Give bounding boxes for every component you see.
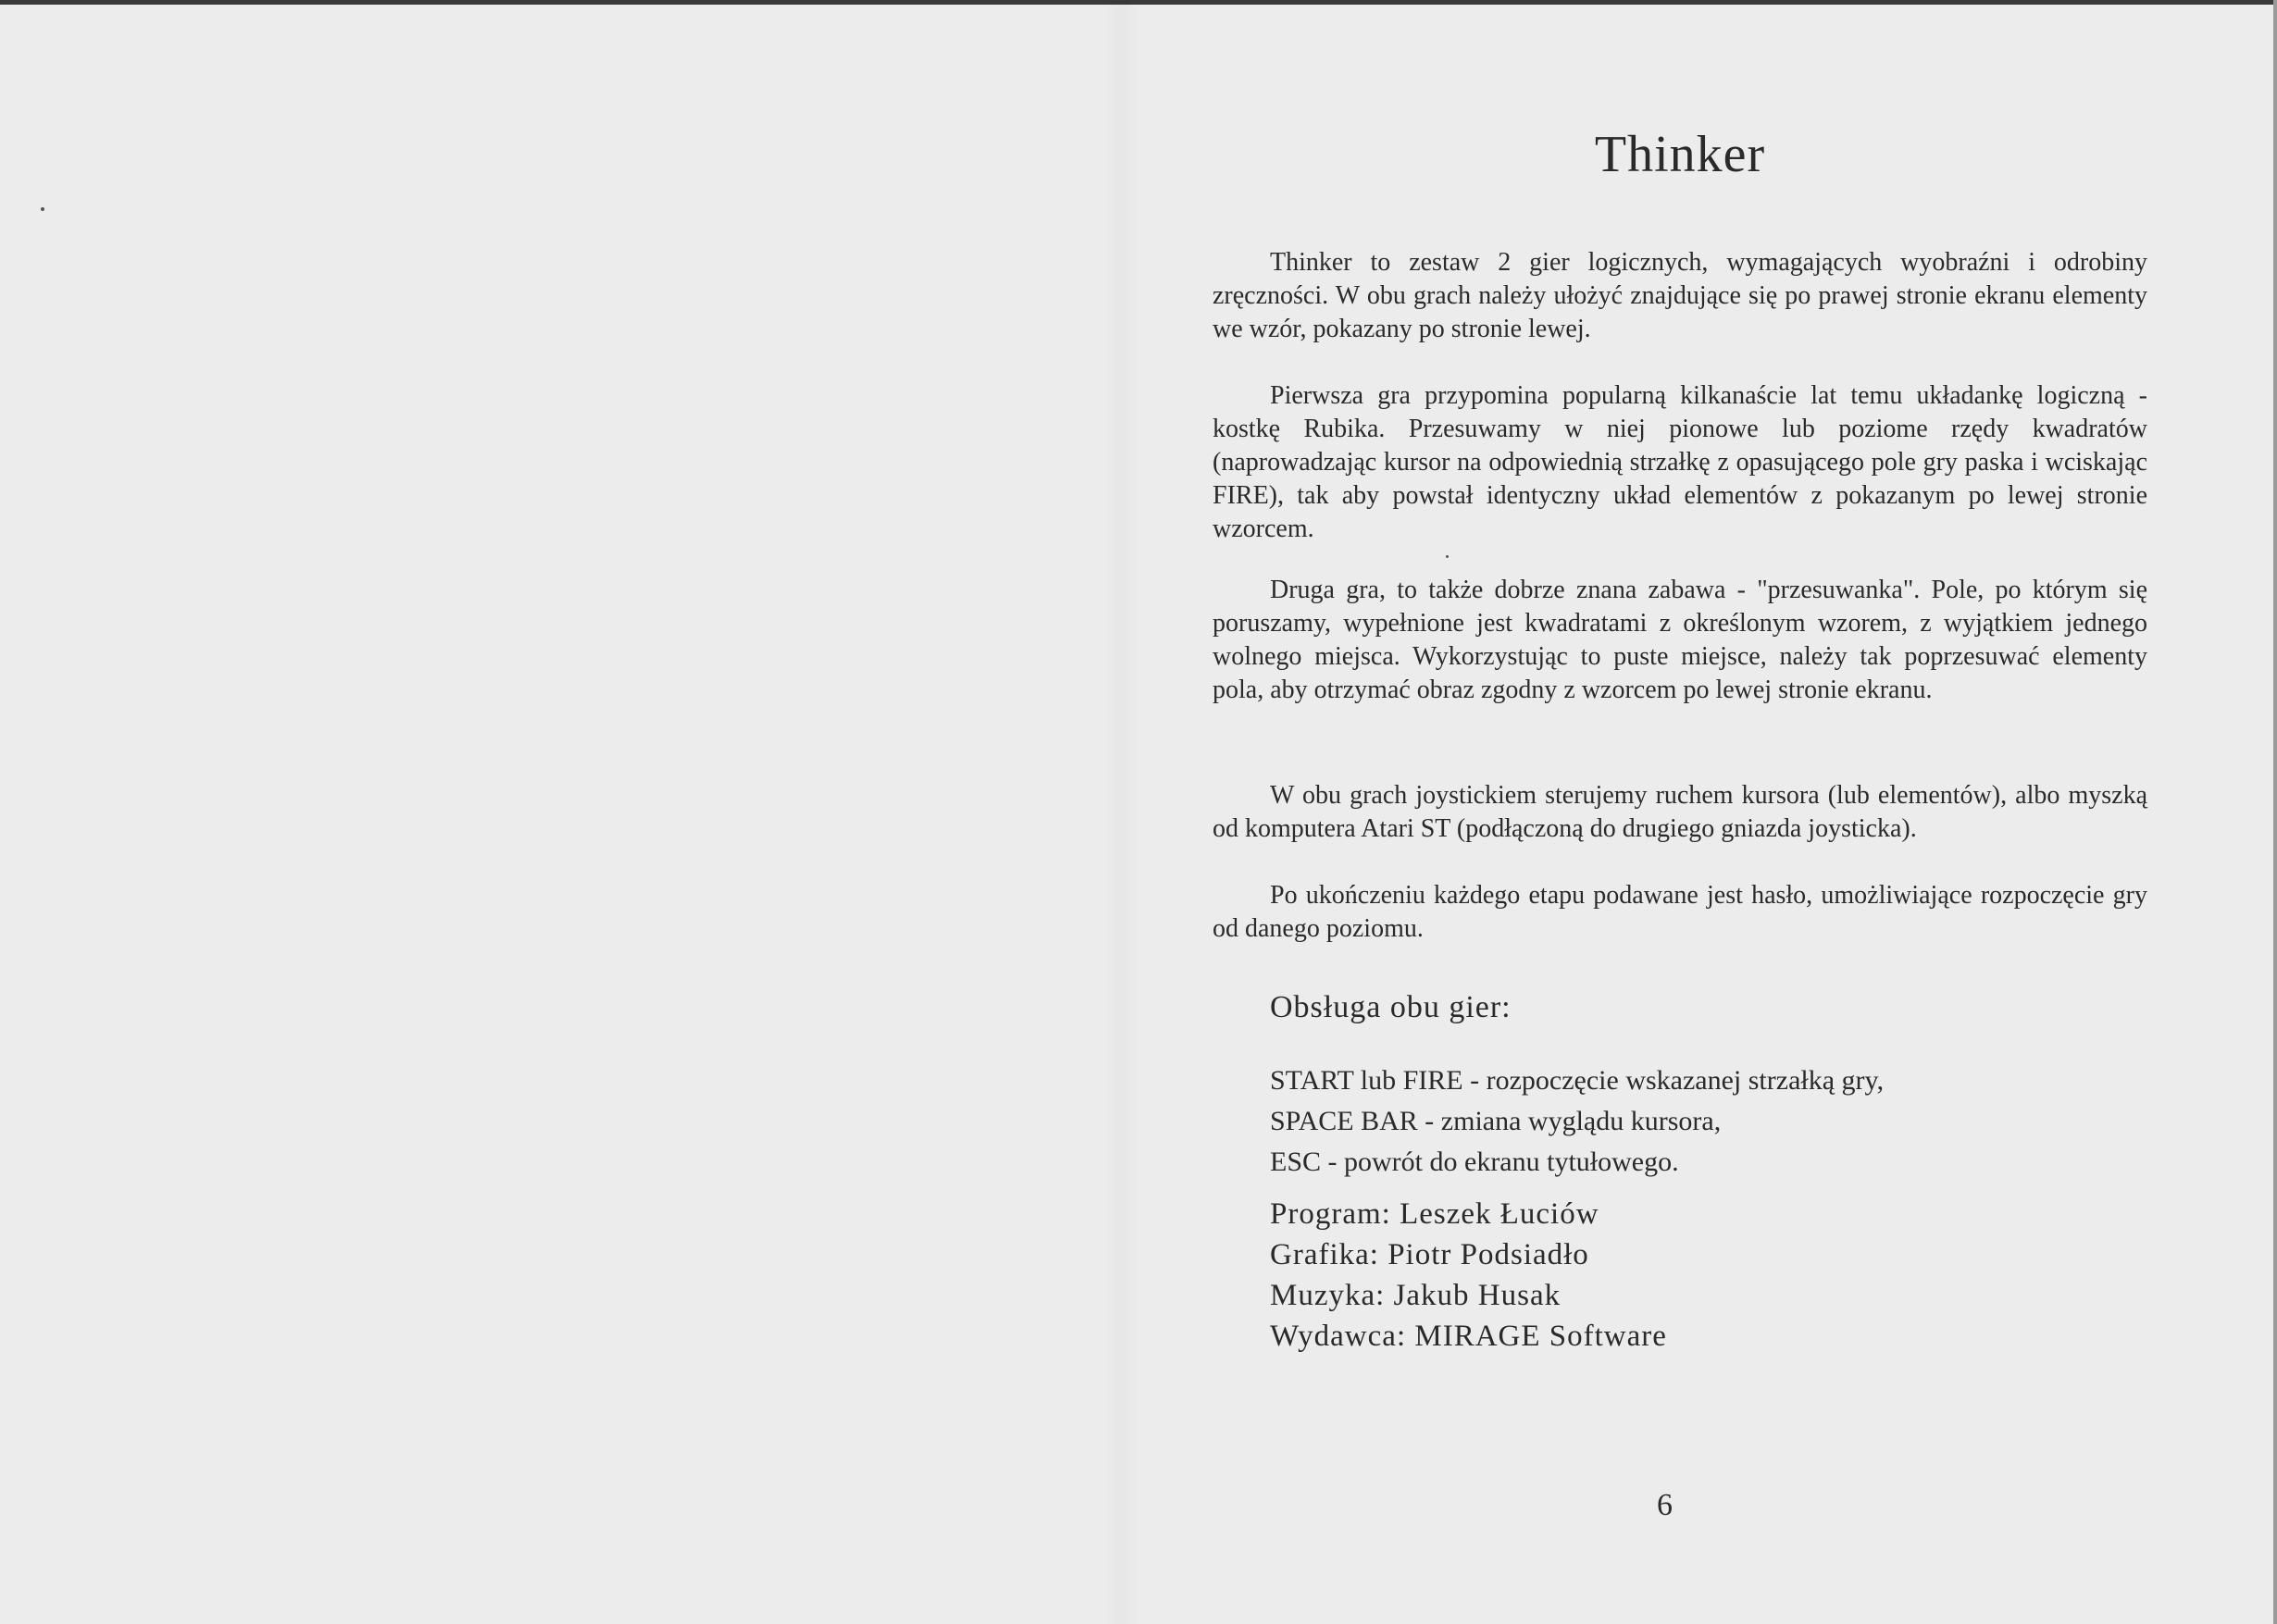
paragraph-input-devices: W obu grach joystickiem sterujemy ruchem kursora (lub elementów), albo myszką od komputera Atari ST (podłączoną do drugiego gniazda joysticka). xyxy=(1213,781,2147,843)
credit-music: Muzyka: Jakub Husak xyxy=(1270,1279,1562,1312)
page-fold-shadow xyxy=(1101,0,1138,1624)
page-number: 6 xyxy=(1657,1488,1673,1522)
credit-program: Program: Leszek Łuciów xyxy=(1270,1197,1599,1231)
control-item: ESC - powrót do ekranu tytułowego. xyxy=(1270,1147,1679,1177)
control-item: START lub FIRE - rozpoczęcie wskazanej strzałką gry, xyxy=(1270,1065,1885,1096)
controls-heading: Obsługa obu gier: xyxy=(1270,990,1512,1024)
paragraph-second-game: Druga gra, to także dobrze znana zabawa - "przesuwanka". Pole, po którym się poruszamy, wypełnione jest kwadratami z określonym wzorem, z wyjątkiem jednego wolnego miejsca. Wykorzystując to puste miejsce, należy tak poprzesuwać elementy pola, aby otrzymać obraz zgodny z wzorcem po lewej stronie ekranu. xyxy=(1213,576,2147,704)
paragraph-intro: Thinker to zestaw 2 gier logicznych, wymagających wyobraźni i odrobiny zręczności. W obu grach należy ułożyć znajdujące się po prawej stronie ekranu elementy we wzór, pokazany po stronie lewej. xyxy=(1213,248,2147,343)
scan-speck xyxy=(41,207,44,211)
document-title: Thinker xyxy=(1594,126,1766,183)
scan-speck xyxy=(1446,555,1449,558)
credits-list xyxy=(1270,1194,1667,1357)
scan-right-edge xyxy=(2273,0,2277,1624)
credit-graphics: Grafika: Piotr Podsiadło xyxy=(1270,1238,1589,1271)
control-item: SPACE BAR - zmiana wyglądu kursora, xyxy=(1270,1106,1722,1136)
paragraph-password: Po ukończeniu każdego etapu podawane jest hasło, umożliwiające rozpoczęcie gry od danego poziomu. xyxy=(1213,881,2147,943)
controls-list xyxy=(1270,1060,1884,1183)
credit-publisher: Wydawca: MIRAGE Software xyxy=(1270,1320,1667,1353)
scan-top-edge xyxy=(0,0,2277,5)
paragraph-first-game: Pierwsza gra przypomina popularną kilkanaście lat temu układankę logiczną - kostkę Rubika. Przesuwamy w niej pionowe lub poziome rzędy kwadratów (naprowadzając kursor na odpowiednią strzałkę z opasującego pole gry paska i wciskając FIRE), tak aby powstał identyczny układ elementów z pokazanym po lewej stronie wzorcem. xyxy=(1213,381,2147,543)
